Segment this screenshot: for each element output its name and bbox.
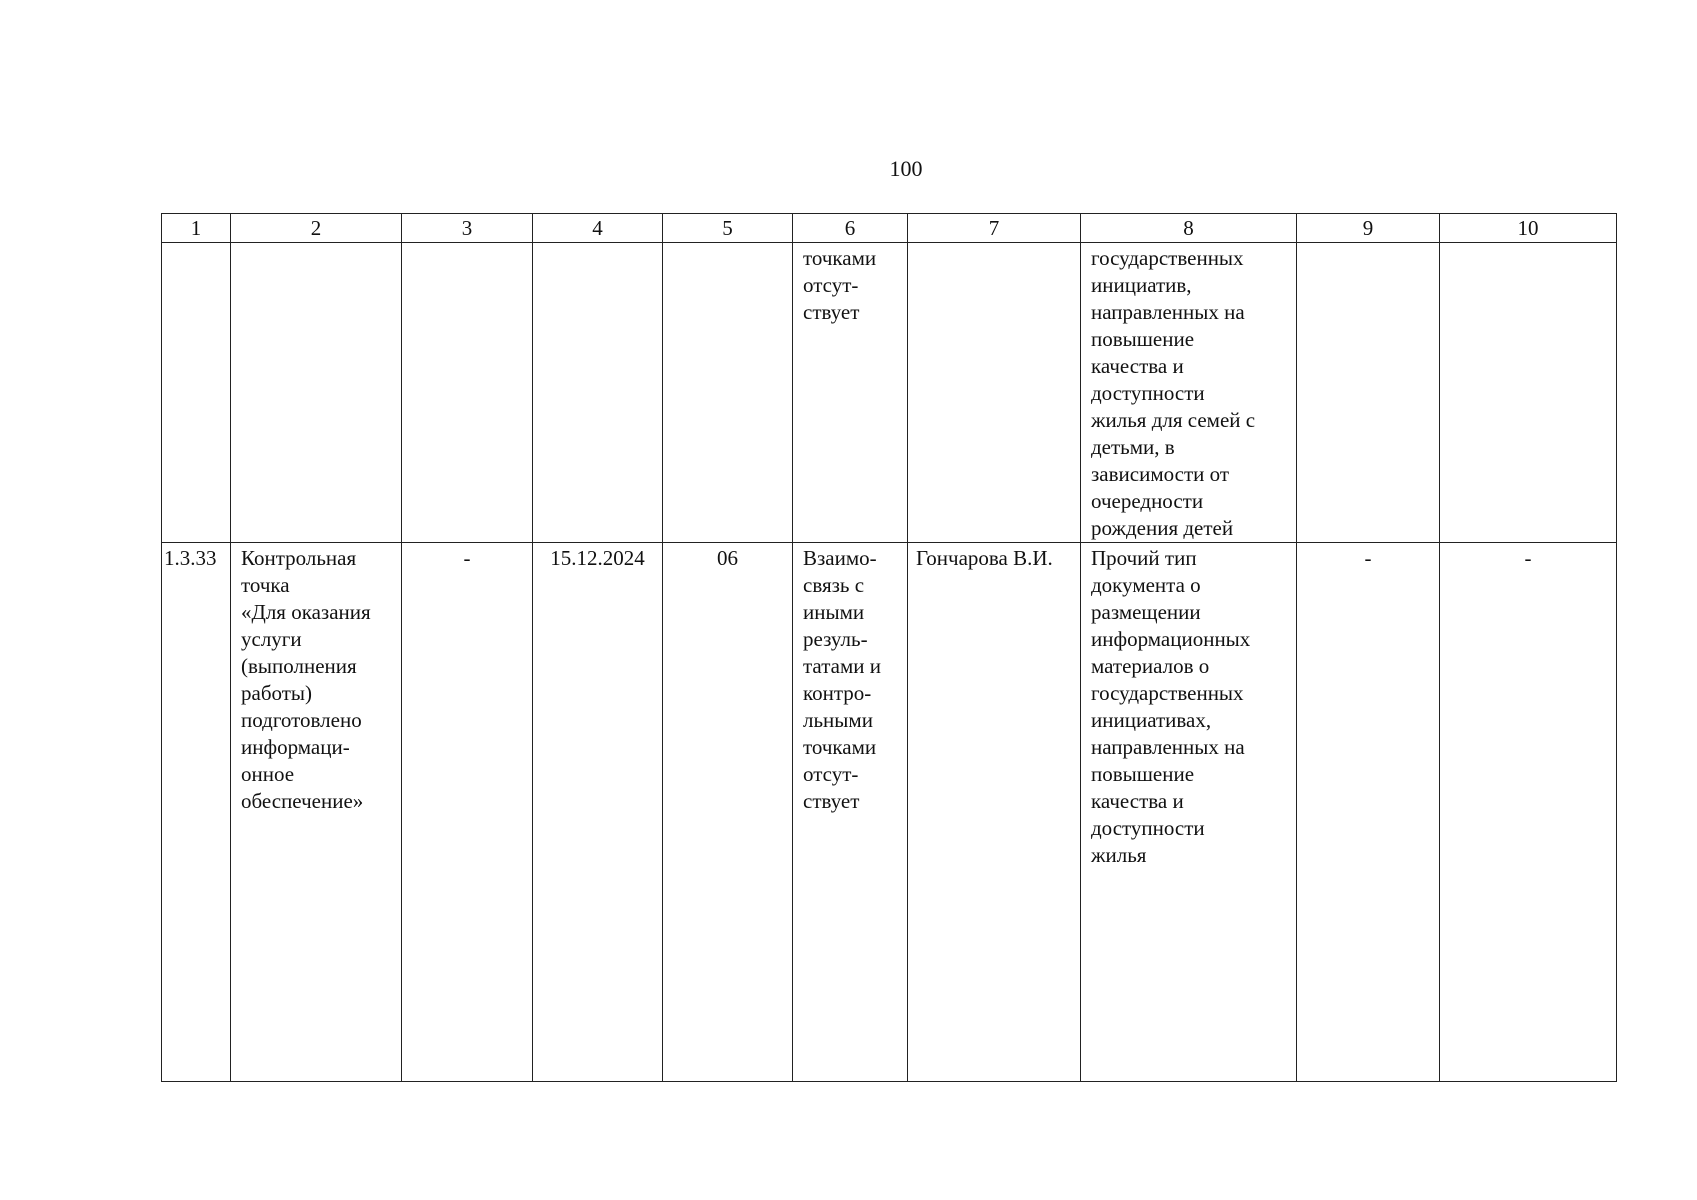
checkpoint-name: Контрольная точка «Для оказания услуги (выполнения работы) подготовлено информаци- онное обеспечение» <box>241 546 371 813</box>
column-header: 6 <box>793 214 908 243</box>
table-cell <box>1297 243 1440 543</box>
table-cell <box>793 243 908 543</box>
column-header: 1 <box>162 214 231 243</box>
page-number: 100 <box>889 156 923 181</box>
table-cell <box>793 543 908 1082</box>
responsible-person: Гончарова В.И. <box>916 546 1053 570</box>
date-value: 15.12.2024 <box>550 546 645 570</box>
links-cell-text: точками отсут- ствует <box>803 246 877 324</box>
column-10-value: - <box>1524 546 1532 570</box>
table-row-1-3-33 <box>162 543 1617 1082</box>
table-cell <box>908 543 1081 1082</box>
column-header: 2 <box>231 214 402 243</box>
column-3-value: - <box>463 546 471 570</box>
table-cell <box>231 543 402 1082</box>
code-value: 06 <box>717 546 738 570</box>
table-cell <box>162 243 231 543</box>
column-header: 8 <box>1081 214 1297 243</box>
table-cell <box>533 543 663 1082</box>
table-cell <box>1440 543 1617 1082</box>
table-cell <box>402 243 533 543</box>
document-type-cell-text: государственных инициатив, направленных на повышение качества и доступности жилья для семей с детьми, в зависимости от очередности рождения детей <box>1091 246 1256 540</box>
plan-table <box>161 213 1617 1082</box>
table-cell <box>1297 543 1440 1082</box>
document-type-cell-text: Прочий тип документа о размещении информационных материалов о государственных инициативах, направленных на повышение качества и доступности жилья <box>1091 546 1251 867</box>
column-header: 3 <box>402 214 533 243</box>
column-header: 5 <box>663 214 793 243</box>
item-number: 1.3.33 <box>164 546 217 570</box>
table-row-continuation <box>162 243 1617 543</box>
column-header: 4 <box>533 214 663 243</box>
table-cell <box>533 243 663 543</box>
column-9-value: - <box>1364 546 1372 570</box>
table-cell <box>1081 543 1297 1082</box>
table-cell <box>663 243 793 543</box>
table-cell <box>908 243 1081 543</box>
table-cell <box>402 543 533 1082</box>
table-cell <box>1081 243 1297 543</box>
table-cell <box>663 543 793 1082</box>
column-header: 10 <box>1440 214 1617 243</box>
links-cell-text: Взаимо- связь с иными резуль- татами и контро- льными точками отсут- ствует <box>803 546 881 813</box>
table-cell <box>162 543 231 1082</box>
table-cell <box>231 243 402 543</box>
table-cell <box>1440 243 1617 543</box>
column-header: 9 <box>1297 214 1440 243</box>
table-header-row <box>162 214 1617 243</box>
column-header: 7 <box>908 214 1081 243</box>
